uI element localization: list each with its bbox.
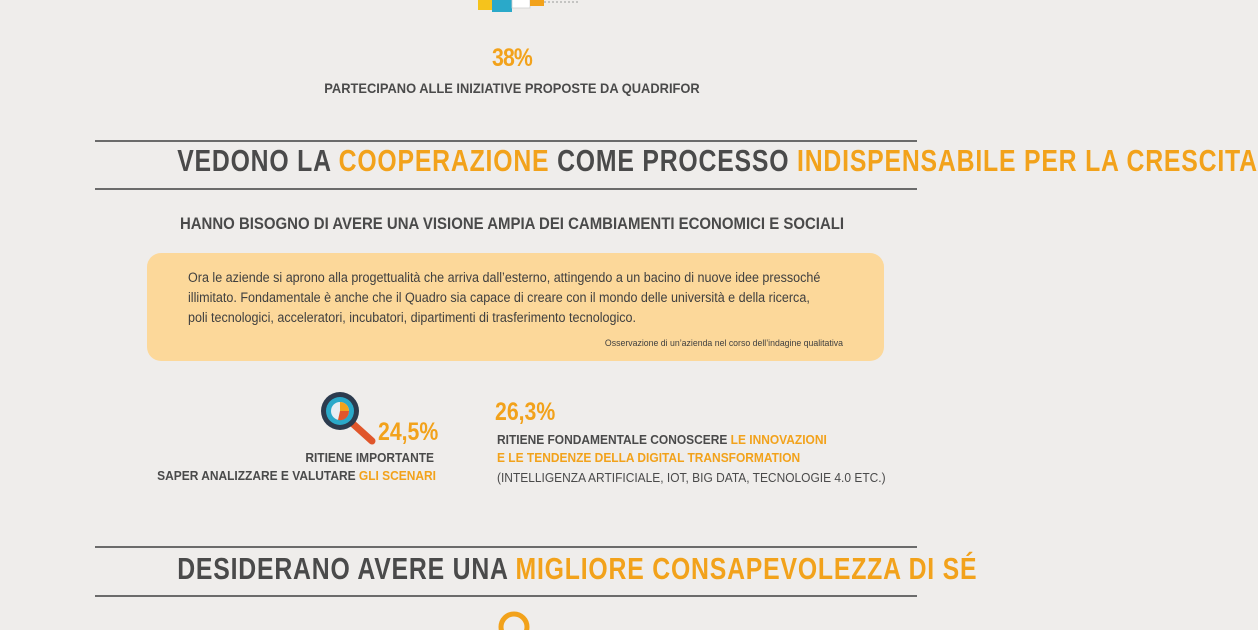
section-heading [177,551,978,587]
stat-description: RITIENE IMPORTANTE [305,450,434,465]
illustration-icon [478,0,588,16]
divider [95,188,917,190]
stat-highlight: GLI SCENARI [358,468,436,483]
stat-percentage: 26,3% [495,398,556,426]
stat-percentage: 38% [491,44,532,72]
stat-highlight: LE INNOVAZIONI [730,432,827,447]
subheading: HANNO BISOGNO DI AVERE UNA VISIONE AMPIA DEI CAMBIAMENTI ECONOMICI E SOCIALI [179,214,845,233]
stat-percentage: 24,5% [378,418,439,446]
stat-note: (INTELLIGENZA ARTIFICIALE, IOT, BIG DATA, TECNOLOGIE 4.0 ETC.) [497,470,886,485]
divider [95,595,917,597]
section-heading [177,143,1258,179]
divider [95,140,917,142]
stat-text: SAPER ANALIZZARE E VALUTARE [157,468,359,483]
circle-icon [497,610,531,630]
heading-text: DESIDERANO AVERE UNA [177,551,516,586]
heading-text: COME PROCESSO [549,143,798,178]
heading-text: VEDONO LA [177,143,339,178]
stat-description [145,468,436,483]
magnifier-chart-icon [316,389,378,447]
quote-source: Osservazione di un’azienda nel corso dell’indagine qualitativa [604,338,843,349]
heading-highlight: INDISPENSABILE PER LA CRESCITA [797,143,1258,178]
stat-description [497,432,827,447]
stat-description: PARTECIPANO ALLE INIZIATIVE PROPOSTE DA QUADRIFOR [324,80,700,96]
stat-text: RITIENE FONDAMENTALE CONOSCERE [497,432,731,447]
stat-highlight: E LE TENDENZE DELLA DIGITAL TRANSFORMATION [497,450,801,465]
quote-text: Ora le aziende si aprono alla progettualità che arriva dall’esterno, attingendo a un bacino di nuove idee pressoché illimitato. Fondamentale è anche che il Quadro sia capace di creare con il mondo delle università e della ricerca, poli tecnologici, acceleratori, incubatori, dipartimenti di trasferimento tecnologico. [188,270,821,325]
heading-highlight: MIGLIORE CONSAPEVOLEZZA DI SÉ [515,551,978,586]
heading-highlight: COOPERAZIONE [338,143,550,178]
divider [95,546,917,548]
